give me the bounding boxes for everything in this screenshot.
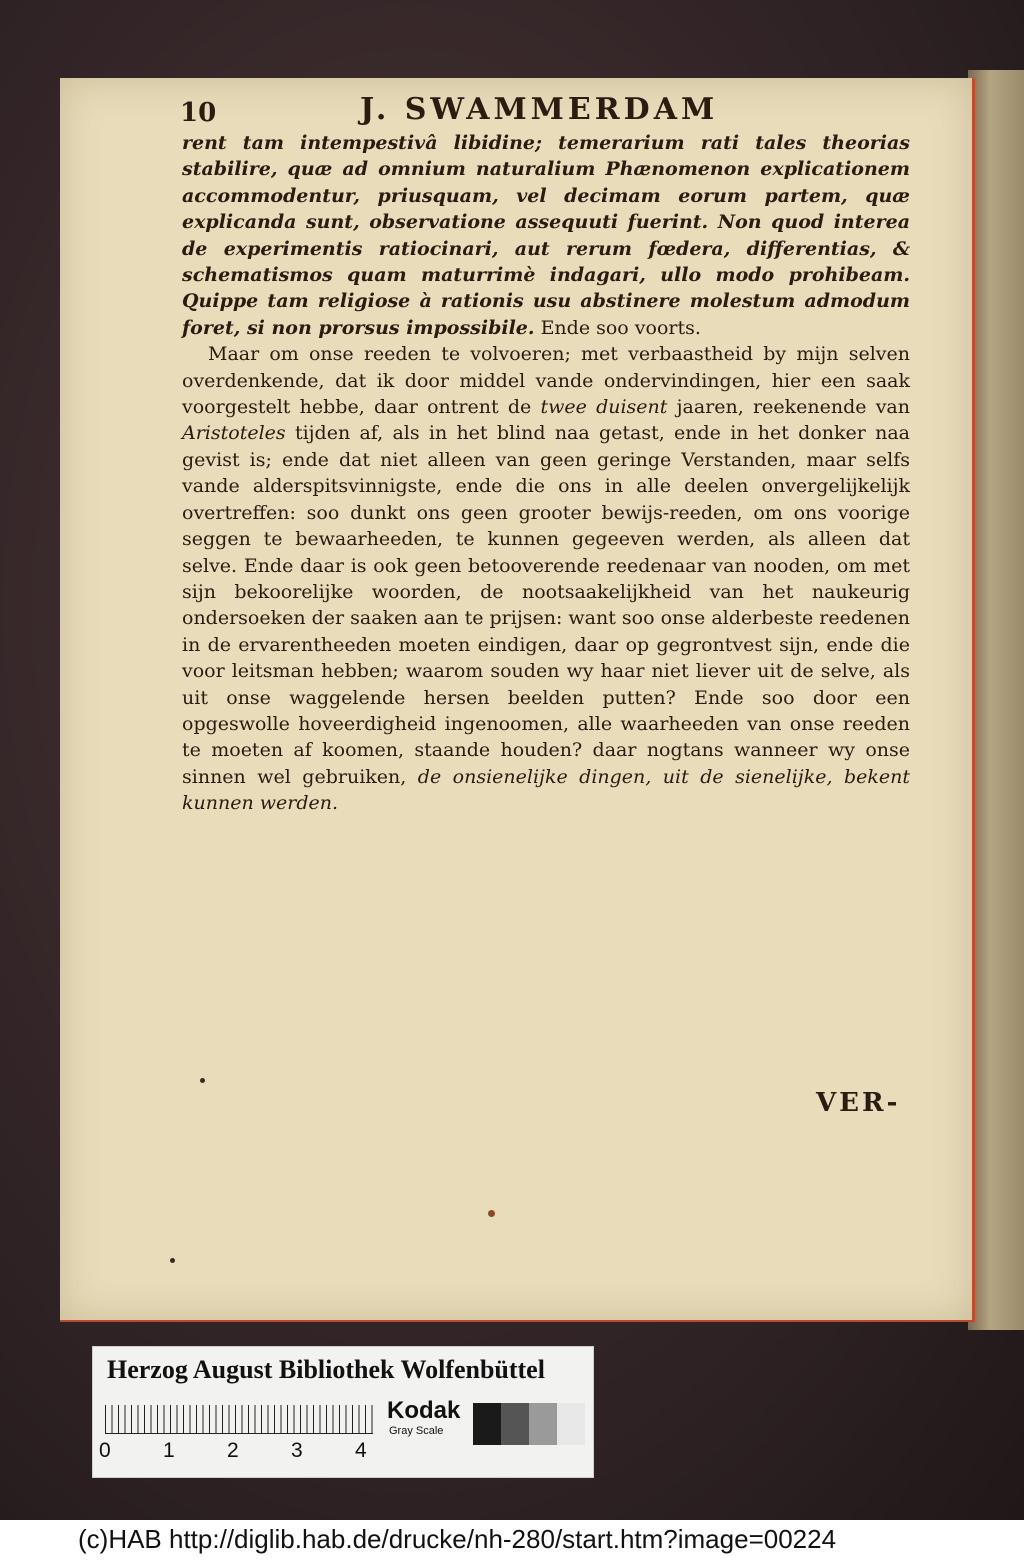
kodak-logo-text: Kodak — [387, 1397, 461, 1424]
paper-speck — [170, 1258, 175, 1263]
ruler-ticks — [105, 1405, 373, 1433]
ruler-number: 3 — [291, 1439, 303, 1462]
ruler-number: 1 — [163, 1439, 175, 1462]
gray-swatch — [529, 1403, 557, 1445]
gray-swatches — [473, 1403, 585, 1445]
copyright-credit: (c)HAB http://diglib.hab.de/drucke/nh-280/start.htm?image=00224 — [78, 1524, 837, 1554]
library-name: Herzog August Bibliothek Wolfenbüttel — [107, 1355, 545, 1384]
ruler-numbers — [99, 1439, 399, 1467]
dutch-paragraph — [182, 341, 910, 816]
latin-tail: Ende soo voorts. — [540, 316, 701, 339]
dutch-text-2: jaaren, reekenende van — [676, 396, 910, 419]
page-header — [180, 92, 740, 132]
ruler-number: 4 — [355, 1439, 367, 1462]
latin-text: rent tam intempestivâ libidine; temerarium rati tales theorias stabilire, quæ ad omnium naturalium Phænomenon explicationem accommodentur, priusquam, vel decimam eorum partem, quæ explicanda sunt, observatione assequuti fuerint. Non quod interea de experimentis ratiocinari, aut rerum fœdera, differentias, & schematismos quam maturrimè indagari, ullo modo prohibeam. Quippe tam religiose à rationis usu abstinere molestum admodum foret, si non prorsus impossibile. — [182, 132, 910, 339]
next-page-edge — [968, 70, 1024, 1330]
dutch-text-3: tijden af, als in het blind naa getast, ende in het donker naa gevist is; ende dat niet alleen van geen geringe Verstanden, maar selfs vande alderspitsvinnigste, ende die ons in alle deelen onvergelijkelijk overtreffen: soo dunkt ons geen grooter bewijs-reeden, om ons voorige seggen te bewaarheeden, te kunnen gegeeven werden, als alleen dat selve. Ende daar is ook geen betooverende reedenaar van nooden, om met sijn bekoorelijke woorden, de nootsaakelijkheid van het naukeurig ondersoeken der saaken aan te prijsen: want soo onse alderbeste reedenen in de ervarentheeden moeten eindigen, daar op gegrontvest sijn, ende die voor leitsman hebben; waarom souden wy haar niet liever uit de selve, als uit onse waggelende hersen beelden putten? Ende soo door een opgeswolle hoveerdigheid ingenoomen, alle waarheeden van onse reeden te moeten af koomen, staande houden? daar nogtans wanneer wy onse sinnen wel gebruiken, — [182, 422, 910, 788]
dutch-italic-3: de onsienelijke dingen, uit de sienelijke, bekent kunnen werden. — [182, 765, 910, 815]
footer-bar — [0, 1520, 1024, 1564]
gray-swatch — [501, 1403, 529, 1445]
ruler-number: 0 — [99, 1439, 111, 1462]
running-head: J. SWAMMERDAM — [360, 92, 719, 127]
ruler-baseline — [105, 1433, 373, 1434]
paper-speck — [200, 1078, 205, 1083]
color-calibration-bar — [92, 1346, 594, 1478]
gray-scale-label: Gray Scale — [389, 1425, 444, 1437]
dutch-text-1: Maar om onse reeden te volvoeren; met verbaastheid by mijn selven overdenkende, dat ik door middel vande ondervindingen, hier een saak voorgestelt hebbe, daar ontrent de — [182, 343, 910, 419]
ruler-number: 2 — [227, 1439, 239, 1462]
latin-paragraph — [182, 130, 910, 341]
dutch-italic-1: twee duisent — [540, 396, 668, 419]
gray-swatch — [557, 1403, 585, 1445]
page-number: 10 — [180, 98, 217, 128]
catchword: VER- — [816, 1088, 901, 1118]
paper-speck — [488, 1210, 495, 1217]
gray-swatch — [473, 1403, 501, 1445]
dutch-italic-2: Aristoteles — [182, 422, 286, 445]
body-text — [182, 130, 910, 817]
